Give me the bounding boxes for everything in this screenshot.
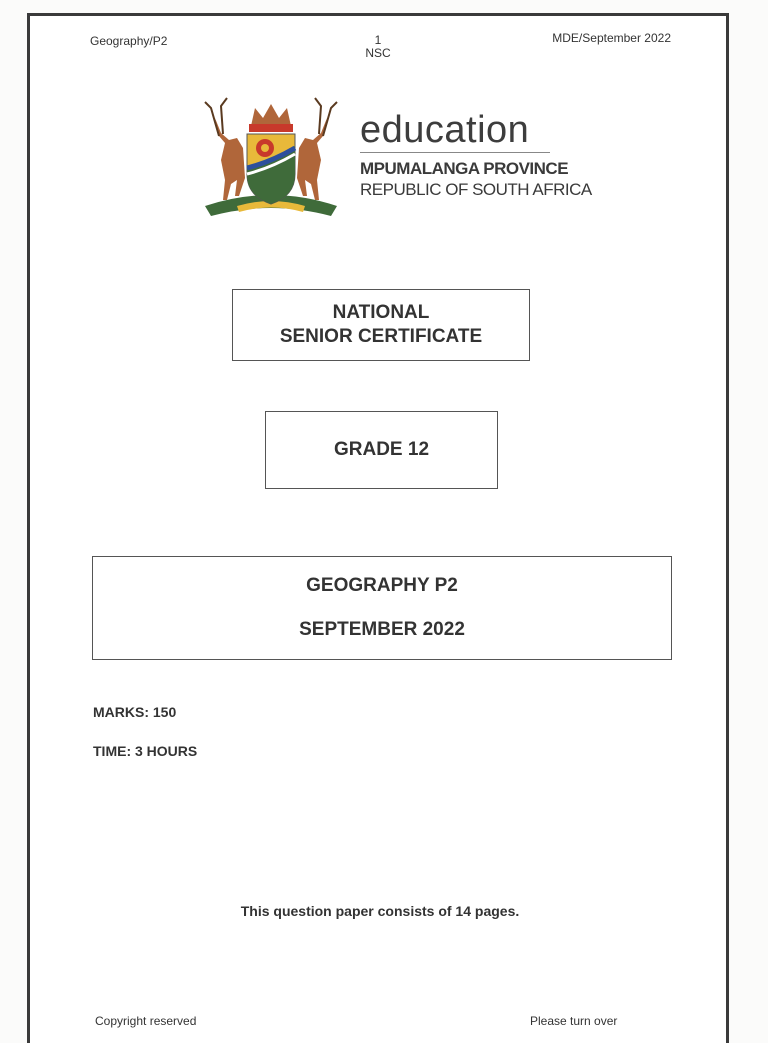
- subject-title: GEOGRAPHY P2: [306, 575, 458, 596]
- time-text: TIME: 3 HOURS: [93, 743, 198, 759]
- grade-label: GRADE 12: [333, 439, 430, 460]
- session-title: SEPTEMBER 2022: [299, 619, 465, 640]
- header-subject: Geography/P2: [90, 34, 168, 48]
- certificate-box: [232, 289, 530, 361]
- certificate-line-1: NATIONAL: [332, 302, 430, 323]
- header-issuer: MDE/September 2022: [552, 31, 671, 45]
- grade-box: [265, 411, 498, 489]
- logo-divider: [360, 152, 550, 153]
- coat-of-arms-icon: [185, 88, 357, 228]
- header-page: [358, 34, 398, 60]
- province-name: MPUMALANGA PROVINCE: [360, 159, 569, 178]
- copyright-footer: Copyright reserved: [95, 1014, 197, 1028]
- republic-name: REPUBLIC OF SOUTH AFRICA: [360, 180, 592, 199]
- subject-box: [92, 556, 672, 660]
- page-label: NSC: [365, 46, 391, 60]
- education-word: education: [360, 109, 530, 151]
- turn-over-footer: Please turn over: [530, 1014, 618, 1028]
- education-logo-text: [360, 110, 592, 200]
- marks-text: MARKS: 150: [93, 704, 177, 720]
- page-number: 1: [374, 33, 382, 47]
- document-page: [27, 13, 729, 1043]
- page-count-note: This question paper consists of 14 pages.: [240, 903, 520, 919]
- certificate-line-2: SENIOR CERTIFICATE: [279, 326, 483, 347]
